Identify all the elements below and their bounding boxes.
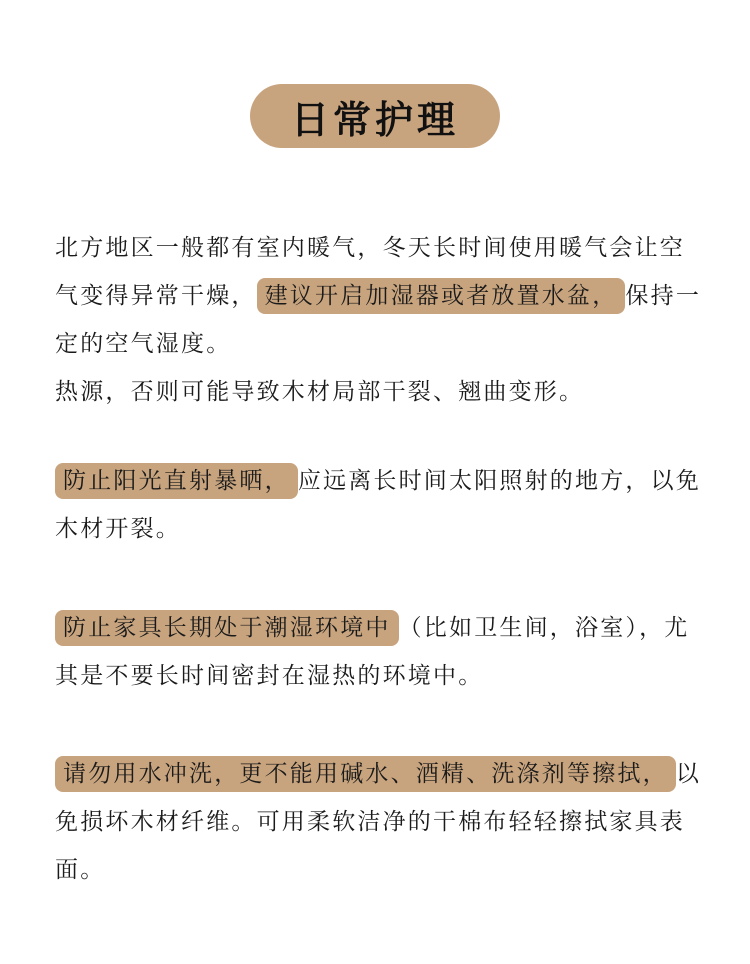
paragraph-humidity: [55, 604, 705, 700]
paragraph-text: 以免损坏木材纤维。可用柔软洁净的干棉布轻轻擦拭家具表面。: [55, 761, 702, 883]
highlight-humidity: 防止家具长期处于潮湿环境中: [55, 610, 399, 646]
paragraph-text: 北方地区一般都有室内暖气，冬天长时间使用暖气会让空气变得异常干燥，: [55, 235, 685, 309]
highlight-humidifier: 建议开启加湿器或者放置水盆，: [257, 278, 626, 314]
paragraph-text: 应远离长时间太阳照射的地方，以免木材开裂。: [55, 468, 702, 542]
paragraph-cleaning: [55, 750, 705, 894]
page-title: 日常护理: [250, 84, 500, 148]
highlight-cleaning: 请勿用水冲洗，更不能用碱水、酒精、洗涤剂等擦拭，: [55, 756, 676, 792]
paragraph-text: 热源，否则可能导致木材局部干裂、翘曲变形。: [55, 379, 585, 405]
highlight-sunlight: 防止阳光直射暴晒，: [55, 463, 298, 499]
paragraph-text: 保持一定的空气湿度。: [55, 283, 702, 357]
paragraph-heating: [55, 224, 705, 416]
paragraph-sunlight: [55, 457, 705, 553]
paragraph-text: （比如卫生间，浴室），尤其是不要长时间密封在湿热的环境中。: [55, 615, 690, 689]
